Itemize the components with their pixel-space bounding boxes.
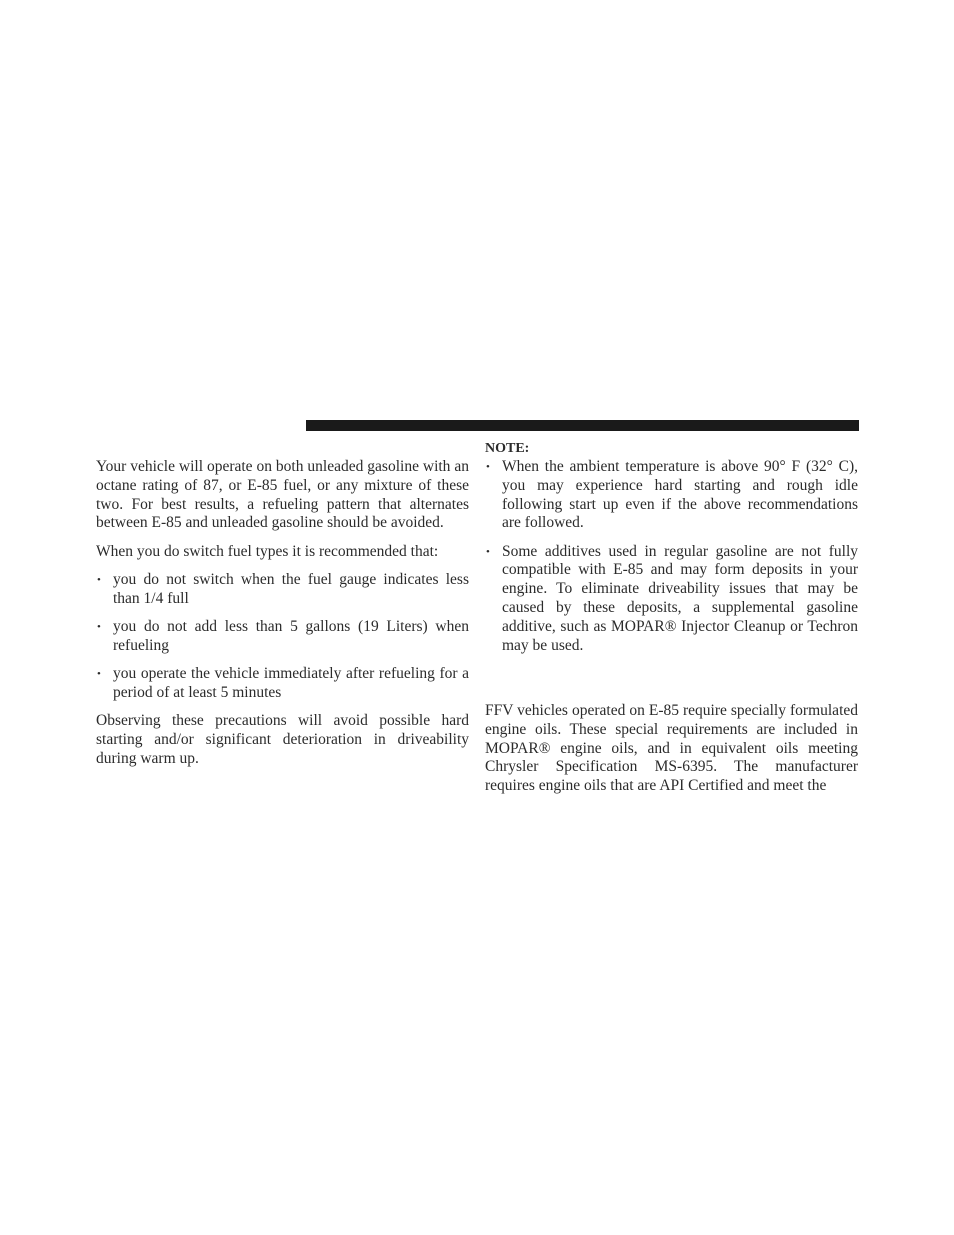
- switch-recommendations-list: [96, 571, 469, 703]
- intro-paragraph: Your vehicle will operate on both unleaded gasoline with an octane rating of 87, or E-85 fuel, or any mixture of these two. For best results, a refueling pattern that alternates between E-85 and unleaded gasoline should be avoided.: [96, 458, 469, 532]
- note-label: NOTE:: [485, 441, 530, 456]
- list-item-text: you do not switch when the fuel gauge indicates less than 1/4 full: [113, 570, 469, 607]
- right-column: [485, 440, 858, 796]
- bullet-icon: •: [97, 621, 101, 634]
- list-item-text: Some additives used in regular gasoline are not fully compatible with E-85 and may form deposits in your engine. To eliminate driveability issues that may be caused by these deposits, a supplemental gasoline additive, such as MOPAR® Injector Cleanup or Techron may be used.: [502, 542, 858, 654]
- switch-intro-paragraph: When you do switch fuel types it is recommended that:: [96, 542, 439, 560]
- list-item: [96, 571, 469, 609]
- bullet-icon: •: [486, 461, 490, 473]
- left-column: [96, 458, 469, 769]
- list-item: [96, 665, 469, 703]
- list-item-text: you do not add less than 5 gallons (19 Liters) when refueling: [113, 618, 469, 654]
- list-item-text: you operate the vehicle immediately after refueling for a period of at least 5 minutes: [113, 665, 469, 701]
- note-list: [485, 458, 858, 655]
- section-header-bar: [306, 420, 859, 431]
- section-spacer: [485, 665, 858, 702]
- bullet-icon: •: [97, 573, 101, 586]
- list-item: [96, 618, 469, 656]
- list-item: [485, 543, 858, 656]
- bullet-icon: •: [97, 668, 101, 681]
- list-item-text: When the ambient temperature is above 90° F (32° C), you may experience hard starting and rough idle following start up even if the above recommendations are followed.: [502, 458, 858, 532]
- engine-oil-paragraph: FFV vehicles operated on E-85 require specially formulated engine oils. These special requirements are included in MOPAR® engine oils, and in equivalent oils meeting Chrysler Specification MS-6395. The manufacturer requires engine oils that are API Certified and meet the: [485, 701, 858, 795]
- closing-paragraph: Observing these precautions will avoid possible hard starting and/or significant deterioration in driveability during warm up.: [96, 712, 469, 767]
- list-item: [485, 458, 858, 533]
- bullet-icon: •: [486, 545, 490, 558]
